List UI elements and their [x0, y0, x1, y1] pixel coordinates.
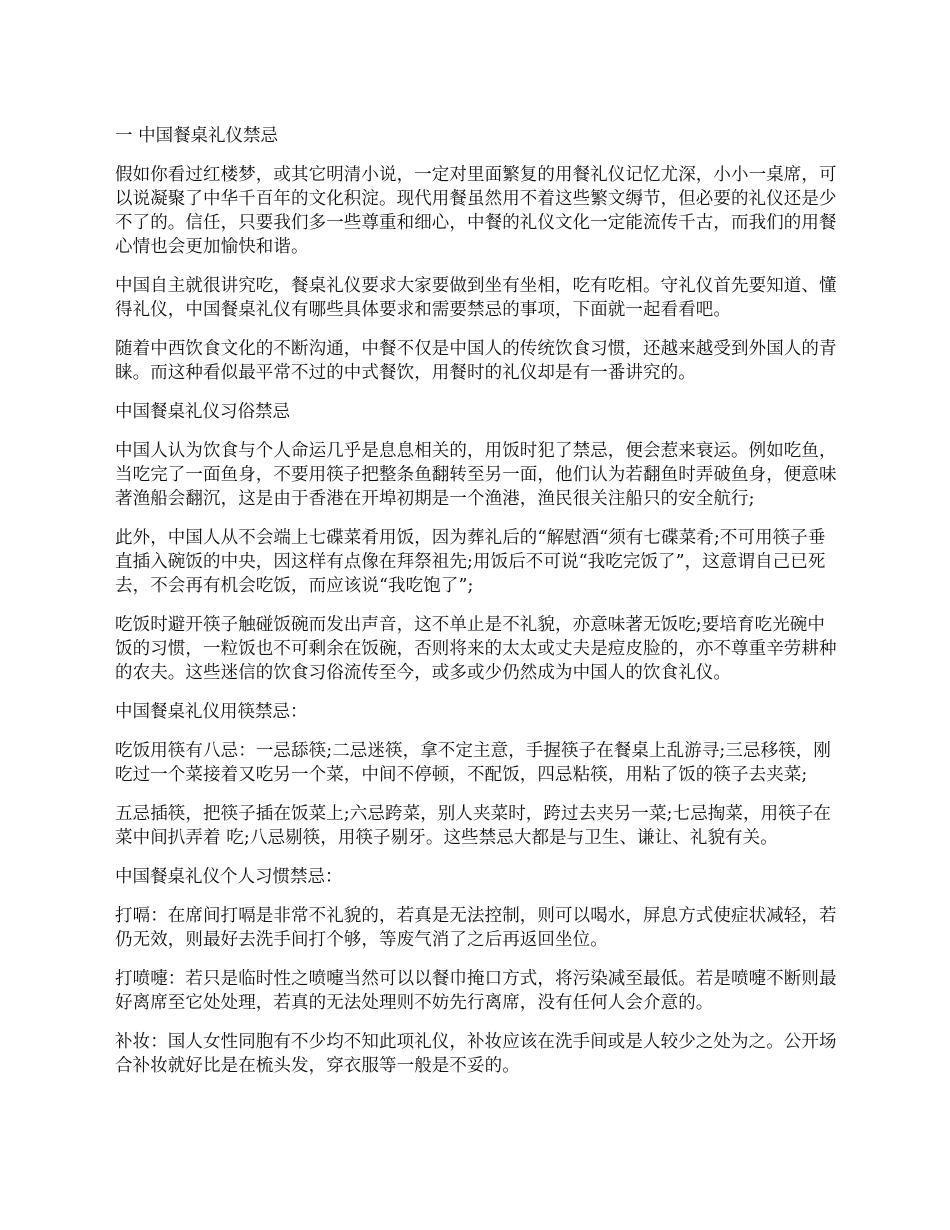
- document-title: 一 中国餐桌礼仪禁忌: [115, 126, 279, 146]
- habits-paragraph-1: 打嗝：在席间打嗝是非常不礼貌的，若真是无法控制，则可以喝水，屏息方式使症状减轻，若仍无效，则最好去洗手间打个够，等废气消了之后再返回坐位。: [115, 906, 837, 950]
- habits-paragraph-2: 打喷嚏：若只是临时性之喷嚏当然可以以餐巾掩口方式，将污染减至最低。若是喷嚏不断则最好离席至它处处理，若真的无法处理则不妨先行离席，没有任何人会介意的。: [115, 969, 837, 1013]
- customs-paragraph-1: 中国人认为饮食与个人命运几乎是息息相关的，用饭时犯了禁忌，便会惹来衰运。例如吃鱼，当吃完了一面鱼身，不要用筷子把整条鱼翻转至另一面，他们认为若翻鱼时弄破鱼身，便意味著渔船会翻沉，这是由于香港在开埠初期是一个渔港，渔民很关注船只的安全航行;: [115, 441, 837, 509]
- section-heading-customs: 中国餐桌礼仪习俗禁忌: [115, 402, 290, 422]
- chopsticks-paragraph-1: 吃饭用筷有八忌：一忌舔筷;二忌迷筷，拿不定主意，手握筷子在餐桌上乱游寻;三忌移筷，刚吃过一个菜接着又吃另一个菜，中间不停顿，不配饭，四忌粘筷，用粘了饭的筷子去夹菜;: [115, 741, 831, 785]
- intro-paragraph-2: 中国自主就很讲究吃，餐桌礼仪要求大家要做到坐有坐相，吃有吃相。守礼仪首先要知道、懂得礼仪，中国餐桌礼仪有哪些具体要求和需要禁忌的事项，下面就一起看看吧。: [115, 276, 837, 320]
- intro-paragraph-1: 假如你看过红楼梦，或其它明清小说，一定对里面繁复的用餐礼仪记忆尤深，小小一桌席，可以说凝聚了中华千百年的文化积淀。现代用餐虽然用不着这些繁文缛节，但必要的礼仪还是少不了的。信任，只要我们多一些尊重和细心，中餐的礼仪文化一定能流传千古，而我们的用餐心情也会更加愉快和谐。: [115, 165, 837, 257]
- intro-paragraph-3: 随着中西饮食文化的不断沟通，中餐不仅是中国人的传统饮食习惯，还越来越受到外国人的青睐。而这种看似最平常不过的中式餐饮，用餐时的礼仪却是有一番讲究的。: [115, 339, 837, 383]
- document-page: [115, 124, 839, 1093]
- chopsticks-paragraph-2: 五忌插筷，把筷子插在饭菜上;六忌跨菜，别人夹菜时，跨过去夹另一菜;七忌掏菜，用筷子在菜中间扒弄着 吃;八忌剔筷，用筷子剔牙。这些禁忌大都是与卫生、谦让、礼貌有关。: [115, 804, 831, 848]
- habits-paragraph-3: 补妆：国人女性同胞有不少均不知此项礼仪，补妆应该在洗手间或是人较少之处为之。公开场合补妆就好比是在梳头发，穿衣服等一般是不妥的。: [115, 1032, 837, 1076]
- section-heading-habits: 中国餐桌礼仪个人习惯禁忌：: [115, 867, 343, 887]
- customs-paragraph-2: 此外，中国人从不会端上七碟菜肴用饭，因为葬礼后的“解慰酒“须有七碟菜肴;不可用筷子垂直插入碗饭的中央，因这样有点像在拜祭祖先;用饭后不可说“我吃完饭了”，这意谓自己已死去，不会再有机会吃饭，而应该说“我吃饱了”;: [115, 528, 826, 596]
- section-heading-chopsticks: 中国餐桌礼仪用筷禁忌：: [115, 702, 308, 722]
- customs-paragraph-3: 吃饭时避开筷子触碰饭碗而发出声音，这不单止是不礼貌，亦意味著无饭吃;要培育吃光碗中饭的习惯，一粒饭也不可剩余在饭碗，否则将来的太太或丈夫是痘皮脸的，亦不尊重辛劳耕种的农夫。这些迷信的饮食习俗流传至今，或多或少仍然成为中国人的饮食礼仪。: [115, 615, 837, 683]
